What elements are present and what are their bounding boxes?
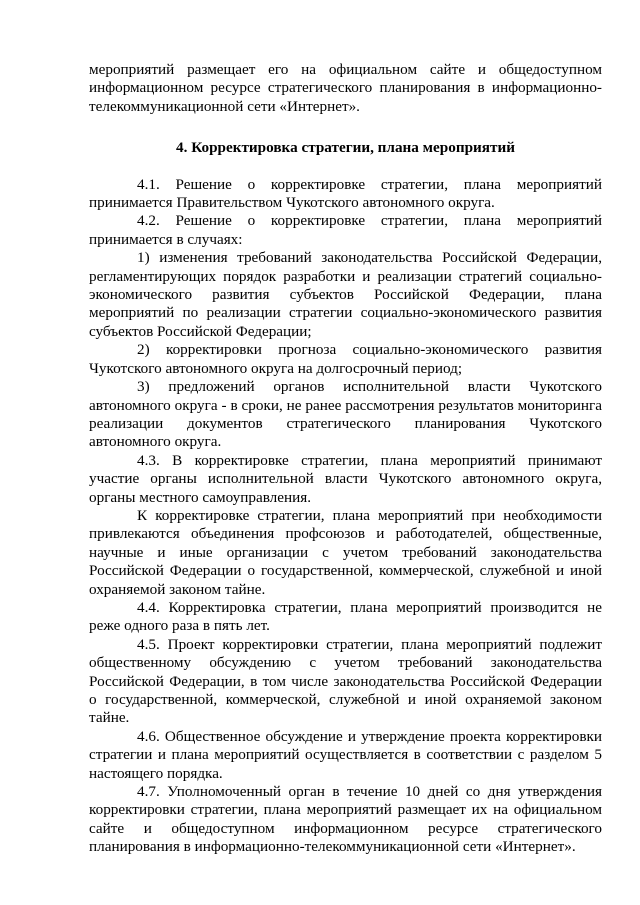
paragraph-4-1: 4.1. Решение о корректировке стратегии, плана мероприятий принимается Правительством Чукотского автономного округа. [89, 175, 602, 212]
paragraph-4-3: 4.3. В корректировке стратегии, плана мероприятий принимают участие органы исполнительной власти Чукотского автономного округа, органы местного самоуправления. [89, 451, 602, 506]
paragraph-4-2: 4.2. Решение о корректировке стратегии, плана мероприятий принимается в случаях: [89, 212, 602, 248]
paragraph-4-5: 4.5. Проект корректировки стратегии, плана мероприятий подлежит общественному обсуждению с учетом требований законодательства Российской Федерации, в том числе законодательства Российской Федерации о государственной, коммерческой, служебной и иной охраняемой законом тайне. [89, 635, 602, 727]
document-page [89, 61, 602, 857]
paragraph-4-4: 4.4. Корректировка стратегии, плана мероприятий производится не реже одного раза в пять лет. [89, 598, 602, 635]
list-item-1: 1) изменения требований законодательства Российской Федерации, регламентирующих порядок разработки и реализации стратегий социально-экономического развития субъектов Российской Федерации, плана мероприятий по реализации стратегии социально-экономического развития субъектов Российской Федерации; [89, 249, 602, 340]
paragraph-4-3-continued: К корректировке стратегии, плана мероприятий при необходимости привлекаются объединения профсоюзов и работодателей, общественные, научные и иные организации с учетом требований законодательства Российской Федерации о государственной, коммерческой, служебной и иной охраняемой законом тайне. [89, 506, 602, 598]
list-item-3: 3) предложений органов исполнительной власти Чукотского автономного округа - в сроки, не ранее рассмотрения результатов мониторинга реализации документов стратегического планирования Чукотского автономного округа. [89, 378, 602, 451]
intro-paragraph: мероприятий размещает его на официальном сайте и общедоступном информационном ресурсе стратегического планирования в информационно-телекоммуникационной сети «Интернет». [89, 61, 602, 115]
paragraph-4-6: 4.6. Общественное обсуждение и утверждение проекта корректировки стратегии и плана мероприятий осуществляется в соответствии с разделом 5 настоящего порядка. [89, 727, 602, 782]
paragraph-4-7: 4.7. Уполномоченный орган в течение 10 дней со дня утверждения корректировки стратегии, плана мероприятий размещает их на официальном сайте и общедоступном информационном ресурсе стратегического планирования в информационно-телекоммуникационной сети «Интернет». [89, 783, 602, 856]
list-item-2: 2) корректировки прогноза социально-экономического развития Чукотского автономного округа на долгосрочный период; [89, 341, 602, 377]
section-heading: 4. Корректировка стратегии, плана мероприятий [176, 139, 515, 157]
